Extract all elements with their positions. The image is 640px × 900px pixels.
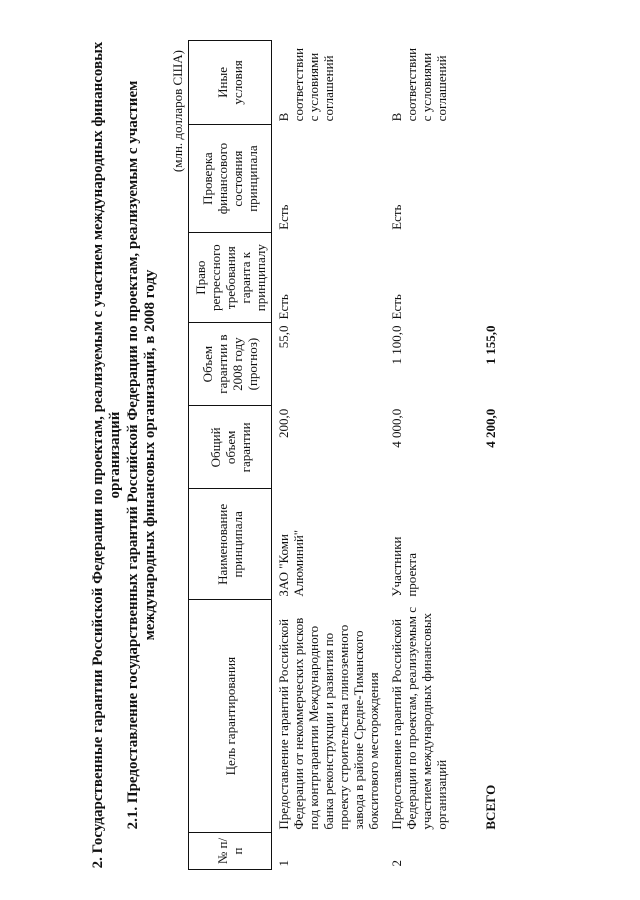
page-subheading: 2.1. Предоставление государственных гарантий Российской Федерации по проектам, реализуемым с участием международных финансовых организаций, в 2008 году	[125, 80, 158, 830]
row-no: 2	[389, 860, 404, 867]
header-principal: Наименование принципала	[189, 489, 272, 600]
row-check: Есть	[389, 204, 404, 230]
row-principal: ЗАО "Коми Алюминий"	[276, 529, 306, 597]
header-goal: Цель гарантирования	[189, 600, 272, 833]
total-amount: 4 200,0	[483, 408, 498, 448]
row-total: 200,0	[276, 408, 291, 438]
row-regress: Есть	[389, 294, 404, 320]
total-volume-2008: 1 155,0	[483, 325, 498, 365]
unit-label: (млн. долларов США)	[170, 50, 185, 173]
header-total: Общий объем гарантии	[189, 406, 272, 489]
total-label: ВСЕГО	[483, 784, 498, 830]
header-check: Проверка финансового состояния принципала	[189, 124, 272, 233]
row-total: 4 000,0	[389, 408, 404, 448]
header-other: Иные условия	[189, 41, 272, 125]
row-volume-2008: 1 100,0	[389, 325, 404, 365]
total-row	[453, 41, 502, 870]
guarantees-table	[188, 40, 502, 870]
header-volume-2008: Объем гарантии в 2008 году (прогноз)	[189, 322, 272, 405]
header-no: № п/п	[189, 833, 272, 870]
header-regress: Право регрессного требования гаранта к принципалу	[189, 233, 272, 323]
row-principal: Участники проекта	[389, 536, 419, 597]
table-row	[385, 41, 453, 870]
row-regress: Есть	[276, 294, 291, 320]
page-heading: 2. Государственные гарантии Российской Федерации по проектам, реализуемым с участием международных финансовых организаций	[90, 41, 123, 869]
row-volume-2008: 55,0	[276, 325, 291, 349]
table-row	[272, 41, 386, 870]
row-other: В соответствии с условиями соглашений	[276, 47, 336, 122]
row-no: 1	[276, 860, 291, 867]
row-other: В соответствии с условиями соглашений	[389, 47, 449, 122]
row-goal: Предоставление гарантий Российской Федерации по проектам, реализуемым с участием международных финансовых организаций	[389, 606, 449, 830]
row-check: Есть	[276, 204, 291, 230]
rotated-page	[40, 40, 600, 870]
table-header-row	[189, 41, 272, 870]
row-goal: Предоставление гарантий Российской Федерации от некоммерческих рисков под контргарантии Международного банка реконструкции и развития по проекту строительства глиноземного завода в районе Средне-Тиманского бокситового месторождения	[276, 617, 381, 830]
